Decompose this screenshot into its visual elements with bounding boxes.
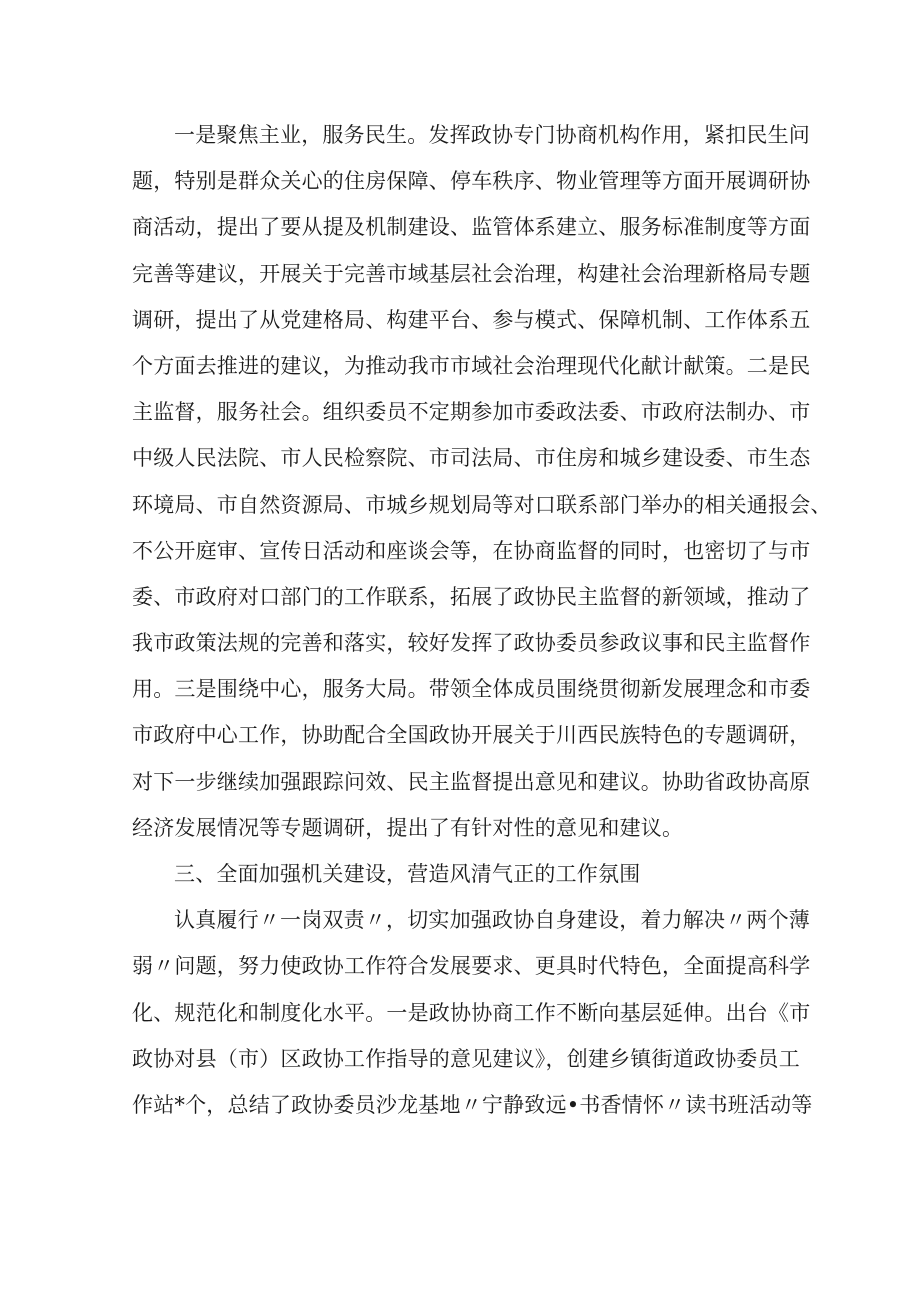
text-line: 主监督，服务社会。组织委员不定期参加市委政法委、市政府法制办、市 (132, 400, 811, 425)
text-line: 个方面去推进的建议，为推动我市市域社会治理现代化献计献策。二是民 (132, 353, 811, 378)
text-line: 中级人民法院、市人民检察院、市司法局、市住房和城乡建设委、市生态 (132, 446, 811, 471)
section-heading-text: 三、全面加强机关建设，营造风清气正的工作氛围 (174, 862, 641, 886)
text-line: 我市政策法规的完善和落实，较好发挥了政协委员参政议事和民主监督作 (132, 631, 811, 656)
text-line: 环境局、市自然资源局、市城乡规划局等对口联系部门举办的相关通报会、 (132, 492, 832, 517)
text-line: 一是聚焦主业，服务民生。发挥政协专门协商机构作用，紧扣民生问 (174, 123, 810, 147)
paragraph-3 (132, 897, 813, 1128)
text-line: 委、市政府对口部门的工作联系，拓展了政协民主监督的新领域，推动了 (132, 584, 811, 609)
text-line: 用。三是围绕中心，服务大局。带领全体成员围绕贯彻新发展理念和市委 (132, 677, 811, 702)
paragraph-1 (132, 112, 832, 851)
text-line: 对下一步继续加强跟踪问效、民主监督提出意见和建议。协助省政协高原 (132, 769, 811, 794)
text-line: 化、规范化和制度化水平。一是政协协商工作不断向基层延伸。出台《市 (132, 1000, 811, 1025)
text-line: 政协对县（市）区政协工作指导的意见建议》，创建乡镇街道政协委员工 (132, 1046, 800, 1071)
text-line: 认真履行〃一岗双责〃，切实加强政协自身建设，着力解决〃两个薄 (174, 908, 810, 933)
text-line: 弱〃问题，努力使政协工作符合发展要求、更具时代特色，全面提高科学 (132, 954, 811, 979)
text-line: 作站*个，总结了政协委员沙龙基地〃宁静致远•书香情怀〃读书班活动等 (132, 1092, 813, 1117)
text-line: 题，特别是群众关心的住房保障、停车秩序、物业管理等方面开展调研协 (132, 169, 811, 194)
section-heading (132, 851, 782, 897)
text-line: 市政府中心工作，协助配合全国政协开展关于川西民族特色的专题调研， (132, 723, 811, 748)
text-line: 商活动，提出了要从提及机制建设、监管体系建立、服务标准制度等方面 (132, 215, 811, 240)
text-line: 调研，提出了从党建格局、构建平台、参与模式、保障机制、工作体系五 (132, 307, 811, 332)
text-line: 经济发展情况等专题调研，提出了有针对性的意见和建议。 (132, 815, 684, 840)
document-body (132, 112, 832, 1128)
text-line: 不公开庭审、宣传日活动和座谈会等，在协商监督的同时，也密切了与市 (132, 538, 811, 563)
text-line: 完善等建议，开展关于完善市域基层社会治理，构建社会治理新格局专题 (132, 261, 811, 286)
